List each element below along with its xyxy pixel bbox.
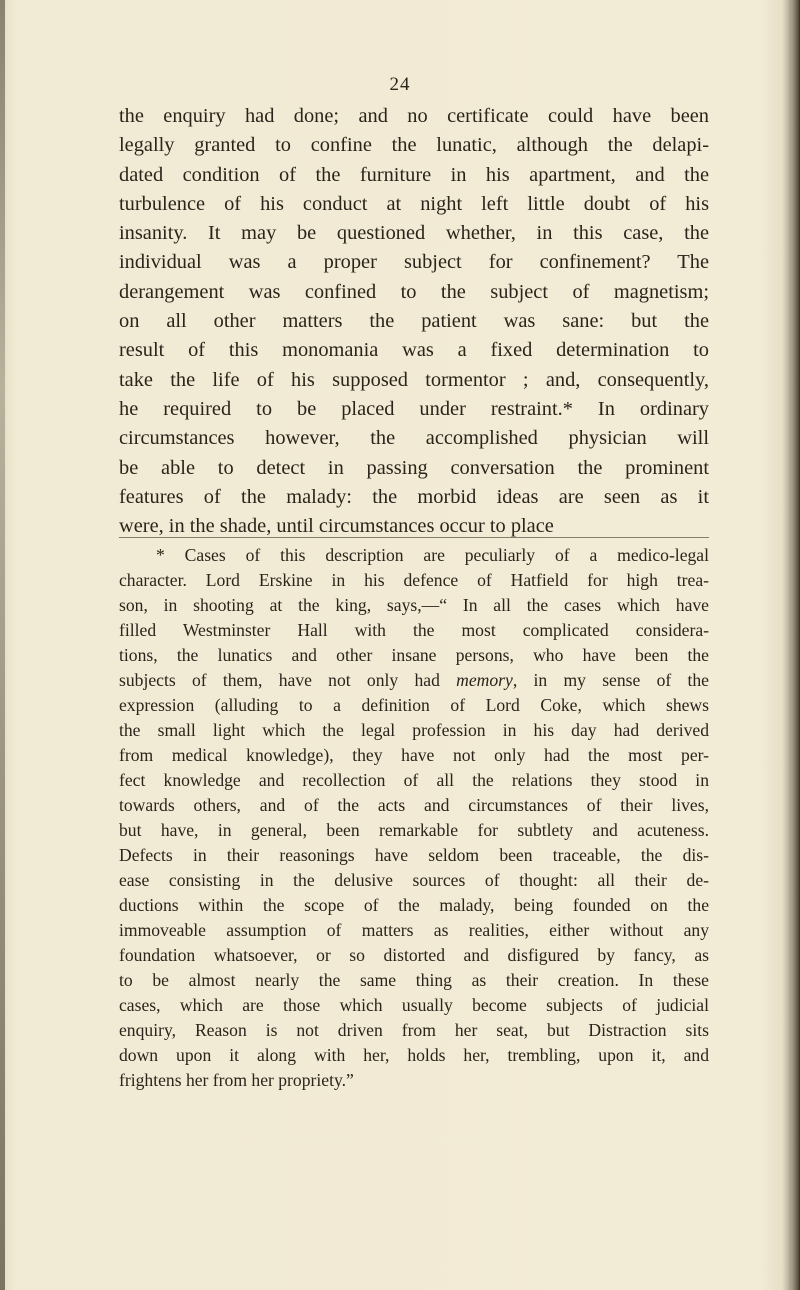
footnote-line: the small light which the legal profession in his day had derived	[119, 720, 709, 740]
footnote-line: but have, in general, been remarkable for subtlety and acuteness.	[119, 820, 709, 840]
main-text-line: take the life of his supposed tormentor ; and, consequently,	[119, 368, 709, 391]
footnote-divider	[119, 537, 709, 538]
main-text	[119, 102, 709, 541]
footnote	[119, 543, 709, 1093]
footnote-line: character. Lord Erskine in his defence of Hatfield for high trea-	[119, 570, 709, 590]
footnote-line	[119, 668, 709, 693]
main-text-line: legally granted to confine the lunatic, although the delapi-	[119, 134, 709, 157]
footnote-line: from medical knowledge), they have not only had the most per-	[119, 745, 709, 765]
footnote-line: * Cases of this description are peculiarly of a medico-legal	[156, 545, 709, 565]
footnote-line: frightens her from her propriety.”	[119, 1070, 354, 1090]
main-text-line: features of the malady: the morbid ideas are seen as it	[119, 485, 709, 508]
main-text-line: be able to detect in passing conversation the prominent	[119, 456, 709, 479]
main-text-line: circumstances however, the accomplished physician will	[119, 427, 709, 450]
footnote-line: filled Westminster Hall with the most complicated considera-	[119, 620, 709, 640]
main-text-line: individual was a proper subject for confinement? The	[119, 251, 709, 274]
footnote-line: ease consisting in the delusive sources of thought: all their de-	[119, 870, 709, 890]
main-text-line: derangement was confined to the subject of magnetism;	[119, 280, 709, 303]
main-text-line: were, in the shade, until circumstances occur to place	[119, 515, 554, 538]
footnote-line: ductions within the scope of the malady, being founded on the	[119, 895, 709, 915]
page-number: 24	[389, 74, 411, 95]
footnote-line: towards others, and of the acts and circumstances of their lives,	[119, 795, 709, 815]
footnote-text-segment: subjects of them, have not only had	[119, 670, 440, 690]
footnote-line: expression (alluding to a definition of Lord Coke, which shews	[119, 695, 709, 715]
footnote-line: to be almost nearly the same thing as their creation. In these	[119, 970, 709, 990]
footnote-line: fect knowledge and recollection of all the relations they stood in	[119, 770, 709, 790]
page-left-edge	[0, 0, 5, 1290]
main-text-line: the enquiry had done; and no certificate could have been	[119, 105, 709, 127]
footnote-line: enquiry, Reason is not driven from her seat, but Distraction sits	[119, 1020, 709, 1040]
main-text-line: result of this monomania was a fixed determination to	[119, 339, 709, 362]
footnote-line: son, in shooting at the king, says,—“ In all the cases which have	[119, 595, 709, 615]
footnote-text-segment: , in my sense of the	[512, 670, 709, 690]
page-right-edge	[788, 0, 800, 1290]
footnote-line: tions, the lunatics and other insane persons, who have been the	[119, 645, 709, 665]
main-text-line: turbulence of his conduct at night left little doubt of his	[119, 192, 709, 215]
footnote-line: Defects in their reasonings have seldom been traceable, the dis-	[119, 845, 709, 865]
emphasized-word: memory	[456, 670, 513, 690]
main-text-line: insanity. It may be questioned whether, in this case, the	[119, 222, 709, 245]
footnote-line: cases, which are those which usually become subjects of judicial	[119, 995, 709, 1015]
footnote-line: foundation whatsoever, or so distorted and disfigured by fancy, as	[119, 945, 709, 965]
main-text-line: he required to be placed under restraint.* In ordinary	[119, 397, 709, 420]
main-text-line: on all other matters the patient was sane: but the	[119, 310, 709, 333]
main-text-line: dated condition of the furniture in his apartment, and the	[119, 163, 709, 186]
footnote-line: immoveable assumption of matters as realities, either without any	[119, 920, 709, 940]
footnote-line: down upon it along with her, holds her, trembling, upon it, and	[119, 1045, 709, 1065]
